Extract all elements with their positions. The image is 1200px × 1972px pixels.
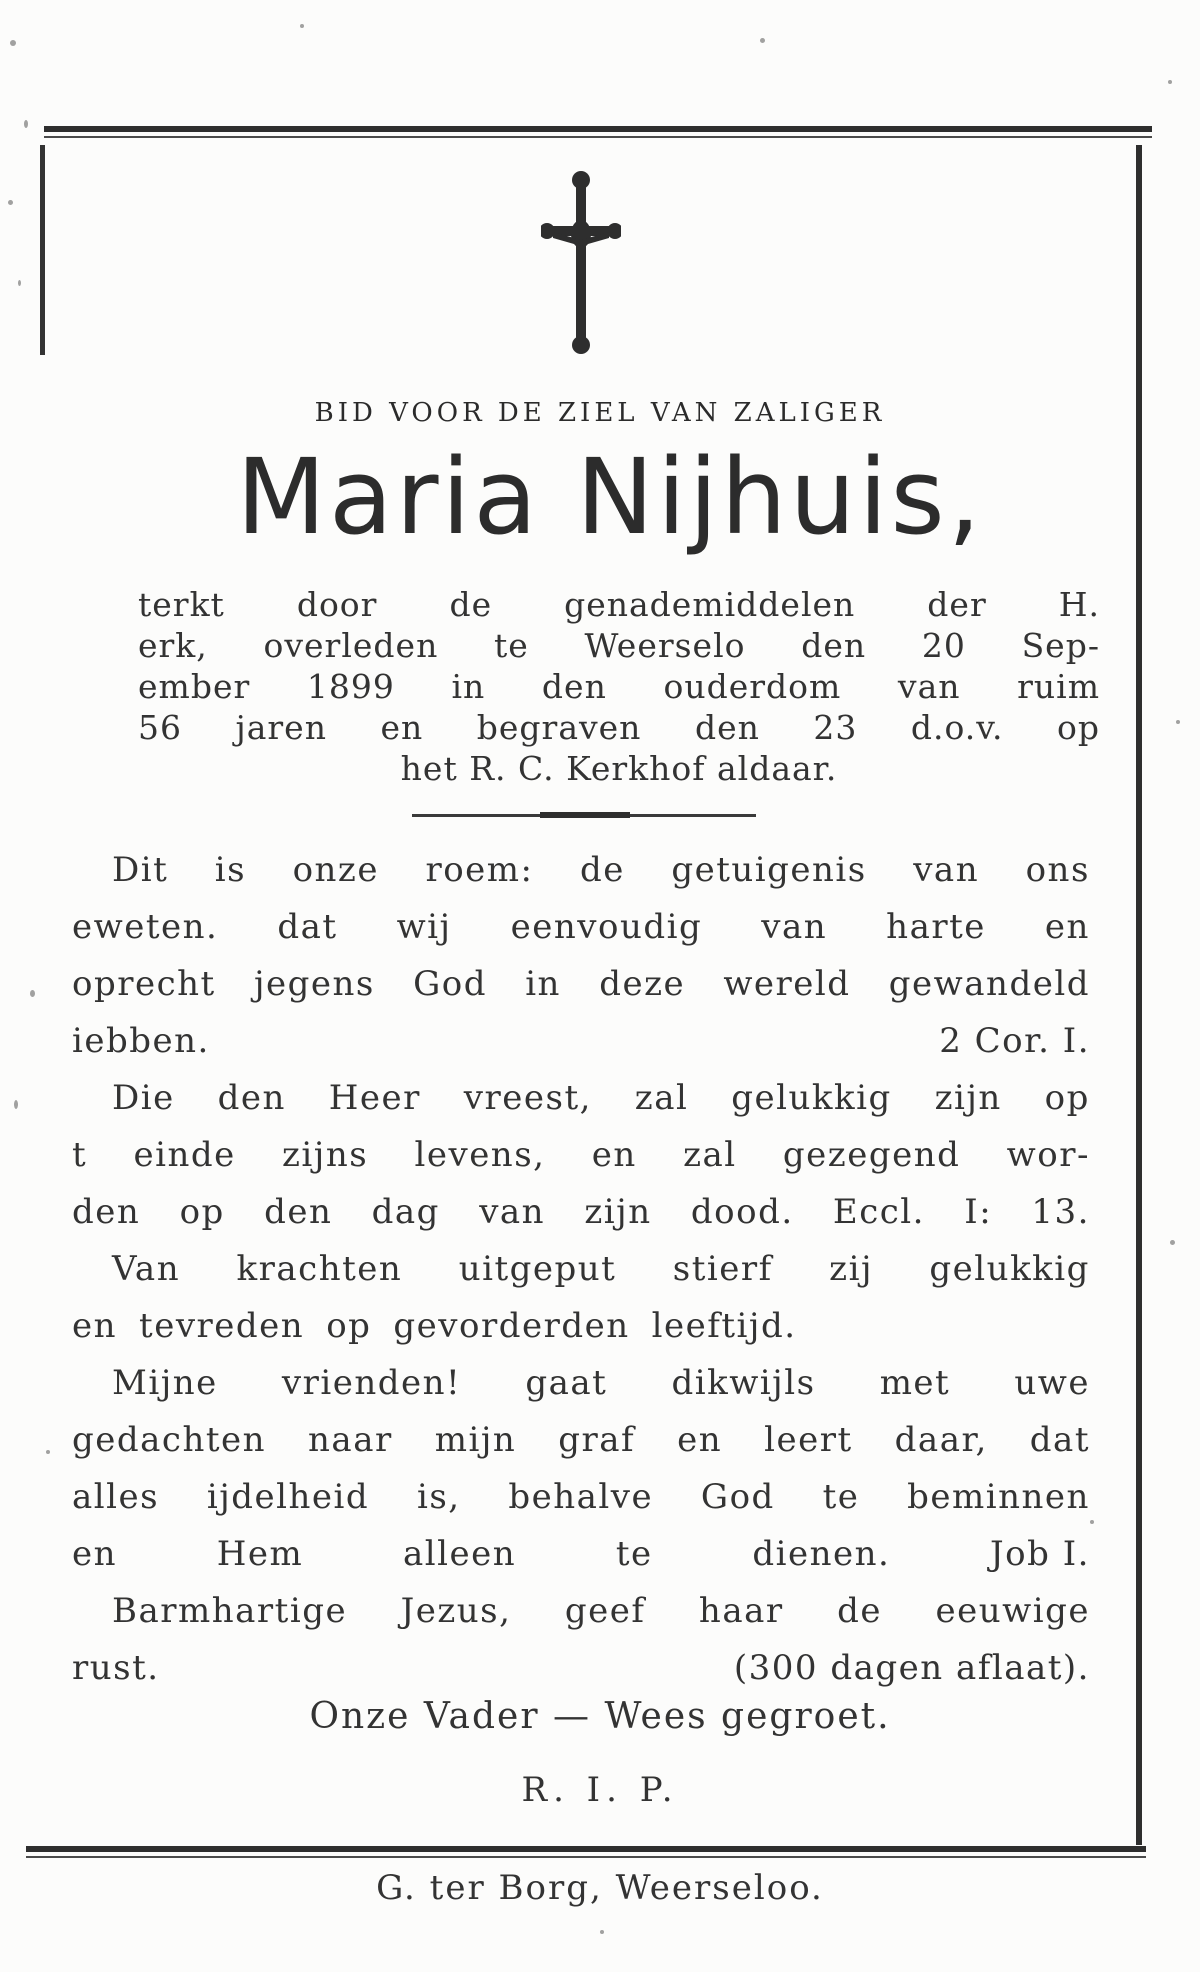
scripture-word: t: [72, 1135, 88, 1175]
scripture-word: einde: [133, 1135, 236, 1175]
scripture-word: dienen.: [752, 1534, 891, 1574]
scripture-word: geef: [564, 1591, 646, 1631]
scripture-word: Van: [112, 1249, 181, 1289]
scripture-line: [72, 1241, 1090, 1298]
scripture-word: de: [837, 1591, 882, 1631]
scripture-word: wereld: [723, 964, 851, 1004]
scripture-word: God: [700, 1477, 775, 1517]
scripture-word: alleen: [402, 1534, 517, 1574]
scripture-word: eenvoudig: [510, 907, 703, 947]
scripture-word: tevreden: [139, 1306, 305, 1346]
scripture-word: en: [591, 1135, 637, 1175]
scripture-word: van: [761, 907, 828, 947]
scripture-word: Eccl.: [832, 1192, 925, 1232]
scripture-word: den: [264, 1192, 333, 1232]
scripture-word: behalve: [508, 1477, 654, 1517]
scripture-word: ons: [1025, 850, 1090, 890]
scripture-word: leeftijd.: [651, 1306, 797, 1346]
speck: [760, 38, 765, 43]
scripture-word: Hem: [216, 1534, 304, 1574]
speck: [24, 120, 28, 128]
scripture-word: roem:: [425, 850, 534, 890]
scripture-word: dat: [1029, 1420, 1090, 1460]
scripture-word: Die: [112, 1078, 175, 1118]
scripture-word: te: [615, 1534, 653, 1574]
speck: [10, 40, 16, 46]
scripture-word: eweten.: [72, 907, 219, 947]
scripture-word: jegens: [253, 964, 375, 1004]
scripture-word: 13.: [1031, 1192, 1090, 1232]
intro-line: ember 1899 in den ouderdom van ruim: [138, 667, 1100, 706]
scripture-word: mijn: [434, 1420, 517, 1460]
scripture-word: gezegend: [782, 1135, 961, 1175]
divider-center-bar: [540, 812, 630, 818]
speck: [1176, 720, 1180, 724]
scripture-word: Heer: [328, 1078, 421, 1118]
scripture-word: gelukkig: [731, 1078, 892, 1118]
scripture-word: Jezus,: [400, 1591, 512, 1631]
scripture-word: eeuwige: [935, 1591, 1090, 1631]
scripture-word: vreest,: [463, 1078, 592, 1118]
scripture-text: [72, 842, 1090, 1697]
scripture-line: [72, 956, 1090, 1013]
speck: [1168, 80, 1172, 84]
scripture-word: dikwijls: [671, 1363, 816, 1403]
scripture-word: den: [72, 1192, 141, 1232]
frame-bottom-thin-rule: [26, 1856, 1146, 1858]
scripture-word: onze: [292, 850, 379, 890]
intro-paragraph: [138, 584, 1100, 789]
deceased-name: Maria Nijhuis,: [236, 436, 984, 558]
scripture-word: vrienden!: [281, 1363, 462, 1403]
printer-credit: G. ter Borg, Weerseloo.: [376, 1868, 824, 1908]
scripture-word: en: [72, 1306, 118, 1346]
scripture-word: de: [579, 850, 625, 890]
frame-left-rule: [40, 145, 45, 355]
scripture-word: zijns: [282, 1135, 369, 1175]
scripture-word: 2 Cor. I.: [939, 1021, 1090, 1061]
scripture-word: Barmhartige: [112, 1591, 348, 1631]
scripture-word: op: [1044, 1078, 1090, 1118]
scripture-word: God: [413, 964, 487, 1004]
scripture-word: en: [677, 1420, 723, 1460]
scripture-word: zal: [634, 1078, 689, 1118]
scripture-line: [72, 1640, 1090, 1697]
scripture-word: gaat: [525, 1363, 608, 1403]
speck: [14, 1100, 18, 1109]
scripture-word: harte: [886, 907, 986, 947]
intro-line: het R. C. Kerkhof aldaar.: [400, 749, 838, 788]
scripture-word: zijn: [584, 1192, 652, 1232]
scripture-word: op: [179, 1192, 225, 1232]
scripture-line: [72, 1070, 1090, 1127]
scripture-word: zijn: [934, 1078, 1002, 1118]
cross-icon: [541, 170, 621, 355]
scripture-word: gedachten: [72, 1420, 267, 1460]
scripture-line: [72, 1583, 1090, 1640]
speck: [18, 280, 21, 286]
scripture-word: naar: [308, 1420, 393, 1460]
scripture-word: (300 dagen aflaat).: [733, 1648, 1090, 1688]
scripture-word: te: [822, 1477, 860, 1517]
scripture-word: gewandeld: [888, 964, 1090, 1004]
scripture-word: is: [214, 850, 247, 890]
scripture-word: uwe: [1014, 1363, 1090, 1403]
scripture-word: van: [479, 1192, 546, 1232]
scripture-word: daar,: [894, 1420, 988, 1460]
rip-text: R. I. P.: [521, 1770, 679, 1810]
scripture-word: beminnen: [907, 1477, 1090, 1517]
speck: [300, 24, 304, 28]
scripture-word: in: [525, 964, 561, 1004]
scripture-line: [72, 899, 1090, 956]
scripture-word: graf: [558, 1420, 636, 1460]
scripture-line: [72, 1469, 1090, 1526]
frame-bottom-rule: [26, 1846, 1146, 1852]
scripture-line: [72, 1184, 1090, 1241]
scripture-word: en: [72, 1534, 118, 1574]
scripture-word: zal: [683, 1135, 737, 1175]
speck: [600, 1930, 604, 1934]
scripture-line: [72, 1355, 1090, 1412]
scripture-word: ijdelheid: [206, 1477, 370, 1517]
scripture-line: [72, 1298, 1090, 1355]
scripture-word: wij: [396, 907, 452, 947]
frame-top-thin-rule: [44, 136, 1152, 138]
frame-top-rule: [44, 126, 1152, 132]
scripture-word: oprecht: [72, 964, 216, 1004]
scripture-line: [72, 1013, 1090, 1070]
closing-prayer: Onze Vader — Wees gegroet.: [309, 1696, 891, 1737]
scripture-word: Mijne: [112, 1363, 218, 1403]
speck: [1090, 1520, 1094, 1524]
scripture-word: Dit: [112, 850, 169, 890]
speck: [8, 200, 13, 205]
scripture-word: dag: [371, 1192, 440, 1232]
scripture-word: den: [217, 1078, 286, 1118]
speck: [46, 1450, 50, 1454]
scripture-word: levens,: [414, 1135, 546, 1175]
prayer-heading: BID VOOR DE ZIEL VAN ZALIGER: [314, 398, 886, 428]
scripture-word: haar: [698, 1591, 784, 1631]
scripture-word: Job I.: [990, 1534, 1090, 1574]
speck: [30, 990, 35, 997]
speck: [1170, 1240, 1175, 1245]
scripture-word: stierf: [672, 1249, 773, 1289]
scripture-word: van: [913, 850, 980, 890]
scripture-word: dat: [277, 907, 338, 947]
scripture-word: alles: [72, 1477, 160, 1517]
scripture-word: deze: [599, 964, 686, 1004]
scripture-word: leert: [764, 1420, 853, 1460]
scripture-word: krachten: [236, 1249, 403, 1289]
scripture-word: uitgeput: [458, 1249, 617, 1289]
scripture-line: [72, 1526, 1090, 1583]
scripture-word: wor-: [1006, 1135, 1090, 1175]
scripture-word: iebben.: [72, 1021, 210, 1061]
scripture-word: is,: [416, 1477, 461, 1517]
scripture-line: [72, 1412, 1090, 1469]
intro-line: terkt door de genademiddelen der H.: [138, 585, 1100, 624]
scripture-word: gevorderden: [393, 1306, 630, 1346]
intro-line: 56 jaren en begraven den 23 d.o.v. op: [138, 708, 1100, 747]
scripture-word: en: [1044, 907, 1090, 947]
scripture-word: I:: [964, 1192, 993, 1232]
scripture-word: getuigenis: [671, 850, 867, 890]
scripture-word: zij: [829, 1249, 873, 1289]
intro-line: erk, overleden te Weerselo den 20 Sep-: [138, 626, 1100, 665]
scripture-word: dood.: [690, 1192, 794, 1232]
scripture-word: gelukkig: [929, 1249, 1090, 1289]
scripture-word: rust.: [72, 1648, 160, 1688]
scripture-line: [72, 842, 1090, 899]
scripture-word: op: [326, 1306, 372, 1346]
scripture-word: met: [879, 1363, 951, 1403]
scripture-line: [72, 1127, 1090, 1184]
